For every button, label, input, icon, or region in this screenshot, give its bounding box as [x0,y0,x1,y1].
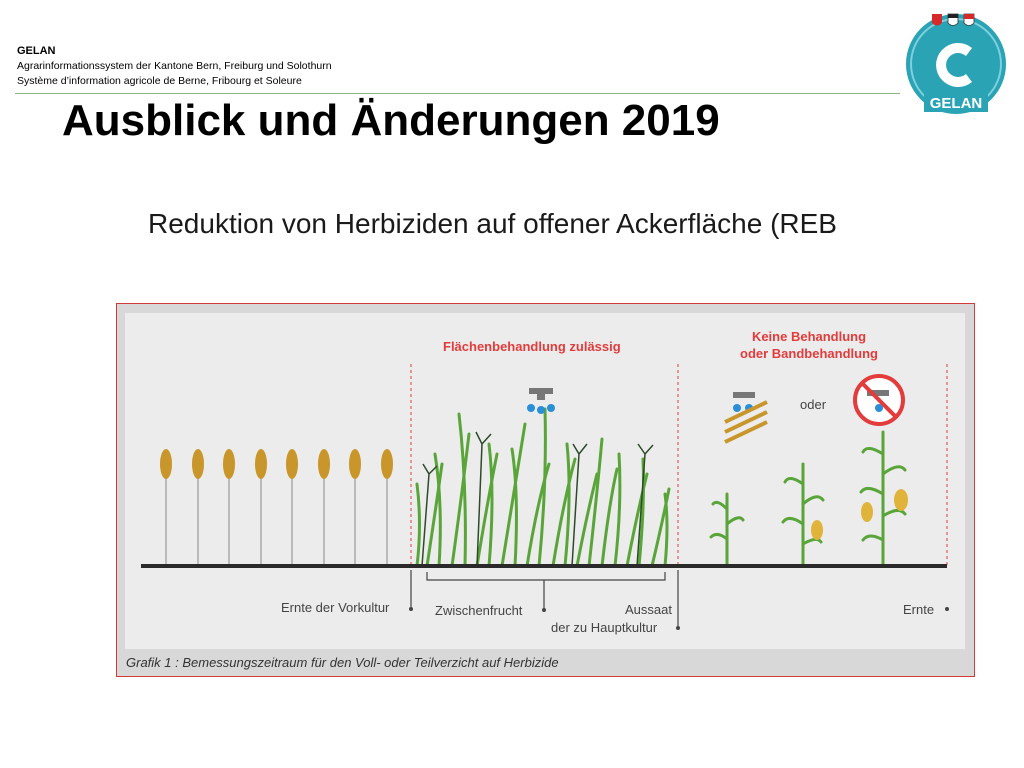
herbicide-figure [116,303,975,677]
no-treatment-icon [855,376,903,424]
org-name: GELAN [17,45,56,57]
harvest-pre-crop-label: Ernte der Vorkultur [281,600,390,615]
zone-restricted-line2: oder Bandbehandlung [740,346,878,361]
page-subtitle: Reduktion von Herbiziden auf offener Ackerfläche (REB [148,208,837,239]
harvest-label: Ernte [903,602,935,617]
header-block [17,44,897,89]
sowing-label-line1: Aussaat [625,602,672,617]
header-divider [15,93,900,94]
org-description-de: Agrarinformationssystem der Kantone Bern, Freiburg und Solothurn [17,60,332,72]
figure-caption: Grafik 1 : Bemessungszeitraum für den Voll- oder Teilverzicht auf Herbizide [126,655,559,670]
catch-crop-label: Zwischenfrucht [435,603,523,618]
logo-text: GELAN [929,95,983,112]
zone-restricted-line1: Keine Behandlung [751,329,867,344]
gelan-logo [902,10,1010,114]
sowing-label-line2: der zu Hauptkultur [551,620,658,635]
or-label: oder [800,397,827,412]
page-title: Ausblick und Änderungen 2019 [62,96,720,145]
zone-allowed-label: Flächenbehandlung zulässig [443,339,621,354]
zone-restricted-label [729,328,889,362]
org-description-fr: Système d’information agricole de Berne, Fribourg et Soleure [17,75,302,87]
canton-shields-icon [932,14,974,26]
